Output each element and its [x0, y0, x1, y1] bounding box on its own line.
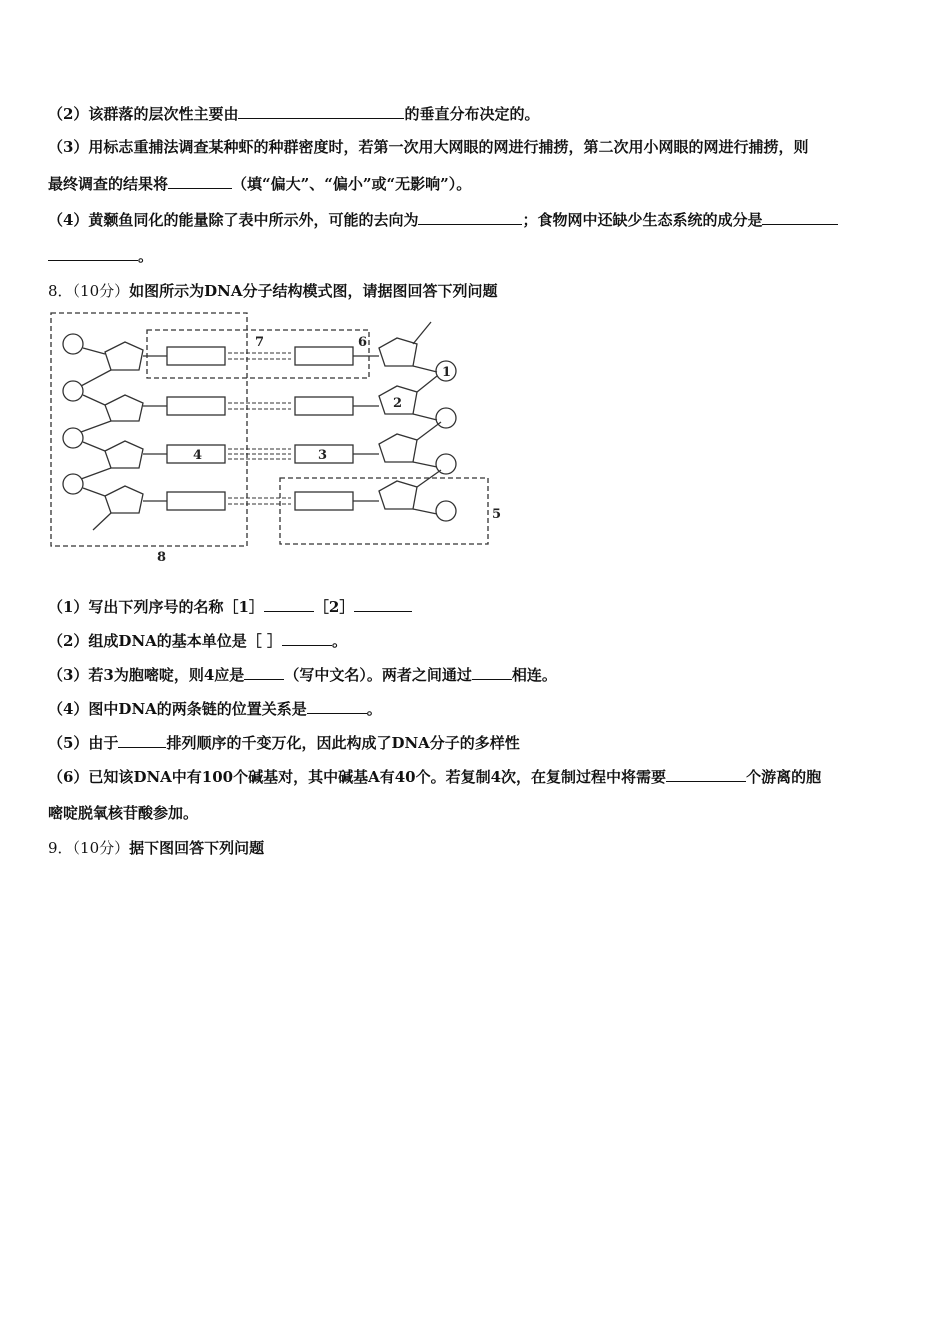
label-2: 2: [393, 396, 403, 411]
answer-blank[interactable]: [264, 597, 314, 612]
base: [167, 397, 225, 415]
q8-part6-line1: （6）已知该DNA中有100个碱基对，其中碱基A有40个。若复制4次，在复制过程中将需要 个游离的胞: [48, 768, 822, 786]
phosphate: [436, 454, 456, 474]
phosphate: [63, 381, 83, 401]
q8-part3: （3）若3为胞嘧啶，则4应是 （写中文名）。两者之间通过 相连。: [48, 666, 557, 684]
q8-header: 8．（10分）如图所示为DNA分子结构模式图，请据图回答下列问题: [48, 282, 498, 300]
question-number: 9．（10分）: [48, 839, 130, 857]
q8-part4: （4）图中DNA的两条链的位置关系是 。: [48, 700, 382, 718]
base: [295, 492, 353, 510]
deoxyribose: [105, 395, 143, 421]
base: [167, 492, 225, 510]
q7-part4-line1: （4）黄颡鱼同化的能量除了表中所示外，可能的去向为 ；食物网中还缺少生态系统的成分是: [48, 210, 838, 230]
label-5: 5: [492, 507, 502, 522]
label-8: 8: [157, 550, 167, 565]
answer-blank[interactable]: [762, 210, 838, 225]
phosphate: [63, 428, 83, 448]
dna-structure-diagram: [45, 308, 505, 568]
q8-part6-line2: 嘧啶脱氧核苷酸参加。: [48, 804, 199, 822]
answer-blank[interactable]: [307, 699, 367, 714]
q8-part5: （5）由于 排列顺序的千变万化，因此构成了DNA分子的多样性: [48, 734, 520, 752]
q7-part3-line1: （3）用标志重捕法调查某种虾的种群密度时，若第一次用大网眼的网进行捕捞，第二次用小网眼的网进行捕捞，则: [48, 138, 809, 156]
answer-blank[interactable]: [472, 665, 512, 680]
phosphate: [436, 408, 456, 428]
deoxyribose: [379, 338, 417, 366]
phosphate: [63, 474, 83, 494]
answer-blank[interactable]: [354, 597, 412, 612]
answer-blank[interactable]: [418, 210, 522, 225]
q7-part3-line2: 最终调查的结果将 （填“偏大”、“偏小”或“无影响”）。: [48, 175, 472, 193]
answer-blank[interactable]: [666, 767, 746, 782]
dashed-box-8: [51, 313, 247, 546]
deoxyribose: [105, 441, 143, 468]
base: [295, 397, 353, 415]
question-number: 8．（10分）: [48, 282, 130, 300]
base: [167, 347, 225, 365]
q8-part1: （1）写出下列序号的名称［1］ ［2］: [48, 597, 412, 617]
deoxyribose: [105, 342, 143, 370]
q7-part2: （2）该群落的层次性主要由 的垂直分布决定的。: [48, 105, 540, 123]
answer-blank[interactable]: [244, 665, 284, 680]
deoxyribose: [379, 434, 417, 462]
label-3: 3: [318, 448, 328, 463]
answer-blank[interactable]: [48, 246, 138, 261]
q9-header: 9．（10分）据下图回答下列问题: [48, 839, 265, 857]
label-7: 7: [255, 335, 265, 350]
phosphate: [436, 501, 456, 521]
label-6: 6: [358, 335, 368, 350]
q8-part2: （2）组成DNA的基本单位是［ ］ 。: [48, 632, 348, 650]
deoxyribose: [379, 481, 417, 509]
base-6: [295, 347, 353, 365]
label-1: 1: [442, 365, 452, 380]
deoxyribose: [105, 486, 143, 513]
answer-blank[interactable]: [238, 104, 404, 119]
answer-blank[interactable]: [168, 174, 232, 189]
label-4: 4: [193, 448, 203, 463]
answer-blank[interactable]: [118, 733, 166, 748]
phosphate: [63, 334, 83, 354]
q7-part4-line2: 。: [48, 246, 153, 266]
answer-blank[interactable]: [282, 631, 332, 646]
